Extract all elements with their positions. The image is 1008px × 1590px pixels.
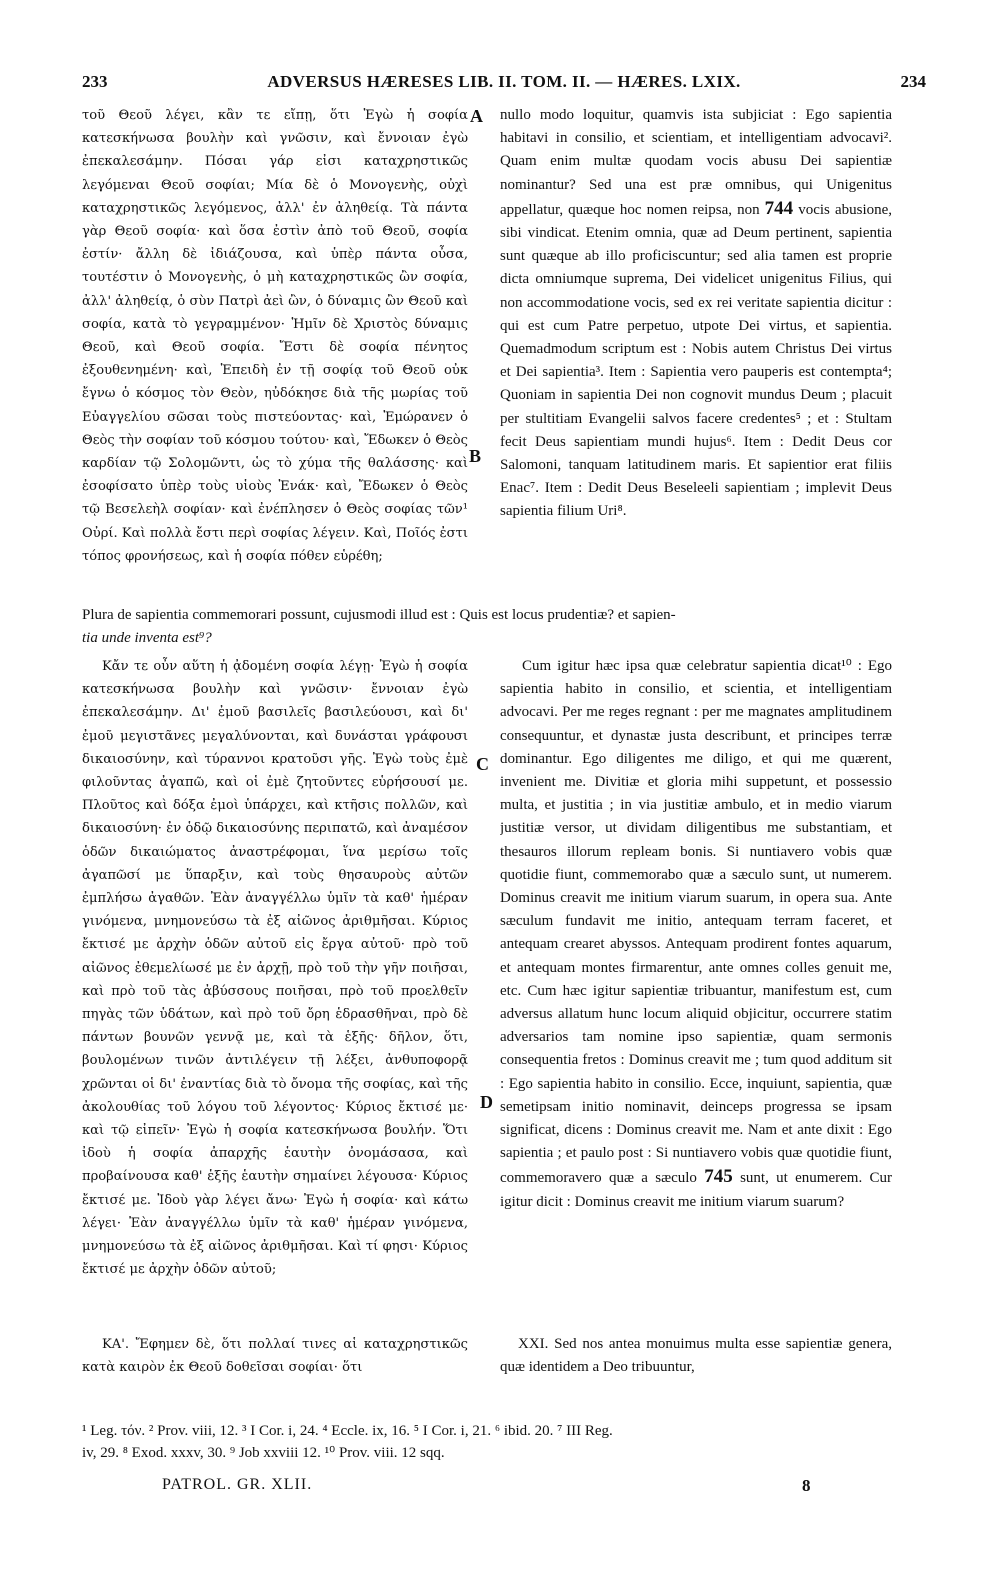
page-number-right: 234 (900, 72, 926, 91)
footnote-line-1: ¹ Leg. τόν. ² Prov. viii, 12. ³ I Cor. i, 24. ⁴ Eccle. ix, 16. ⁵ I Cor. i, 21. ⁶ ibid. 20. ⁷ III Reg. (82, 1423, 613, 1439)
footer-signature: PATROL. GR. XLII. (162, 1476, 313, 1493)
running-header (82, 72, 926, 96)
footer-sheet-number: 8 (802, 1476, 811, 1495)
header-title: ADVERSUS HÆRESES LIB. II. TOM. II. — HÆRES. LXIX. (267, 72, 741, 91)
footnotes (82, 1420, 938, 1464)
latin-column-middle (500, 655, 892, 1331)
greek-column-top (82, 104, 468, 596)
latin-paragraph-top-part1: nullo modo loquitur, quamvis ista subjiciat : Ego sapientia habitavi in consilio, et scientiam, et intelligentiam advocavi². Quam enim multæ quodam vocis abusu Dei sapientiæ nominantur? Sed una est præ omnibus, qui Unigenitus appellatur, quæque hoc nomen reipsa, non (500, 107, 892, 218)
greek-section-ka (82, 1333, 468, 1381)
greek-paragraph-ka: ΚΑ'. Ἔφημεν δὲ, ὅτι πολλαί τινες αἱ καταχρηστικῶς κατὰ καιρὸν ἐκ Θεοῦ δοθεῖσαι σοφίαι· ὅτι (82, 1337, 468, 1376)
latin-paragraph-middle (500, 655, 892, 1214)
latin-column-top (500, 104, 892, 596)
margin-letter-d: D (480, 1092, 493, 1112)
latin-section-xxi (500, 1333, 892, 1381)
margin-letter-b: B (469, 446, 482, 466)
latin-paragraph-xxi: XXI. Sed nos antea monuimus multa esse sapientiæ genera, quæ identidem a Deo tribuuntur, (500, 1336, 892, 1376)
greek-paragraph-middle: Κἄν τε οὖν αὕτη ἡ ᾀδομένη σοφία λέγῃ· Ἐγὼ ἡ σοφία κατεσκήνωσα βουλὴν καὶ γνῶσιν· ἔννοιαν ἐγὼ ἐπεκαλεσάμην. Δι' ἐμοῦ βασιλεῖς βασιλεύουσι, καὶ δι' ἐμοῦ μεγιστᾶνες μεγαλύνονται, καὶ δυνάσται γράφουσι δικαιοσύνην, καὶ τύραννοι κρατοῦσι γῆς. Ἐγὼ τοὺς ἐμὲ φιλοῦντας ἀγαπῶ, καὶ οἱ ἐμὲ ζητοῦντες εὑρήσουσί με. Πλοῦτος καὶ δόξα ἐμοὶ ὑπάρχει, καὶ κτῆσις πολλῶν, καὶ δικαιοσύνη· ἐν ὁδῷ δικαιοσύνης περιπατῶ, καὶ ἀναμέσον ὁδῶν δικαιώματος ἀναστρέφομαι, ἵνα μερίσω τοῖς ἀγαπῶσί με ὕπαρξιν, καὶ τοὺς θησαυροὺς αὐτῶν ἐμπλήσω ἀγαθῶν. Ἐὰν ἀναγγέλλω ὑμῖν τὰ καθ' ἡμέραν γινόμενα, μνημονεύσω τὰ ἐξ αἰῶνος ἀριθμῆσαι. Κύριος ἔκτισέ με ἀρχὴν ὁδῶν αὐτοῦ εἰς ἔργα αὐτοῦ· πρὸ τοῦ αἰῶνος ἐθεμελίωσέ με ἐν ἀρχῇ, πρὸ τοῦ τὴν γῆν ποιῆσαι, καὶ πρὸ τοῦ τὰς ἀβύσσους ποιῆσαι, πρὸ τοῦ προελθεῖν πηγὰς τῶν ὑδάτων, καὶ πρὸ τοῦ ὄρη ἑδρασθῆναι, πρὸ δὲ πάντων βουνῶν γεννᾷ με, καὶ τὰ ἑξῆς· δῆλον, ὅτι, βουλομένων τινῶν ἀντιλέγειν τῇ λέξει, ἀνθυποφορᾷ χρῶνται οἱ δι' ἐναντίας διὰ τὸ ὄνομα τῆς σοφίας, καὶ τῆς ἀκολουθίας τοῦ λόγου τοῦ λέγοντος· Κύριος ἔκτισέ με· καὶ τῷ εἰπεῖν· Ἐγὼ ἡ σοφία κατεσκήνωσα βουλήν. Ὅτι ἰδοὺ ἡ σοφία ἀπαρχῆς ἑαυτὴν ὀνομάσασα, καὶ προβαίνουσα καθ' ἑξῆς ἑαυτὴν σημαίνει λέγουσα· Κύριος ἔκτισέ με. Ἰδοὺ γὰρ λέγει ἄνω· Ἐγὼ ἡ σοφία· καὶ κάτω λέγει· Ἐὰν ἀναγγέλλω ὑμῖν τὰ καθ' ἡμέραν γινόμενα, μνημονεύσω τὰ ἐξ αἰῶνος ἀριθμῆσαι. Καὶ τί φησι· Κύριος ἔκτισέ με ἀρχὴν ὁδῶν αὐτοῦ; (82, 659, 468, 1278)
column-number-744: 744 (764, 197, 794, 219)
fullwidth-line-2: tia unde inventa est⁹? (82, 630, 212, 646)
margin-letter-c: C (476, 754, 489, 774)
page-number-left: 233 (82, 72, 108, 91)
latin-paragraph-middle-part2: sunt, ut enumerem. Cur igitur dicit : Dominus creavit me initium viarum suarum? (500, 1170, 892, 1210)
margin-letter-a: A (470, 106, 483, 126)
greek-column-middle (82, 655, 468, 1331)
latin-paragraph-top-part2: vocis abusione, sibi vindicat. Etenim omnia, quæ ad Deum pertinent, sapientia sunt quæque ab illo proficiscuntur; sed alia tamen est proprie dicta omniumque suprema, Dei videlicet unigenitus Filius, qui non accommodatione vocis, sed ex rei veritate sapientia dicitur : qui est cum Patre perpetuo, utpote Dei virtus, et sapientia. Quemadmodum scriptum est : Nobis autem Christus Dei virtus et Dei sapientia³. Item : Sapientia vero pauperis est contempta⁴; Quoniam in sapientia Dei non cognovit mundus Deum ; placuit per stultitiam Evangelii salvos facere credentes⁵ ; et : Stultam fecit Deus sapientiam mundi hujus⁶. Item : Dedit Deus cor Salomoni, tanquam latitudinem maris. Et sapientior erat filiis Enac⁷. Item : Dedit Deus Beseleeli sapientiam ; implevit Deus sapientia filium Uri⁸. (500, 201, 892, 520)
fullwidth-line-1: Plura de sapientia commemorari possunt, cujusmodi illud est : Quis est locus prudentiæ? et sapien- (82, 607, 676, 623)
footnote-line-2: iv, 29. ⁸ Exod. xxxv, 30. ⁹ Job xxviii 12. ¹⁰ Prov. viii. 12 sqq. (82, 1445, 445, 1461)
latin-paragraph-top (500, 104, 892, 524)
greek-paragraph-top: τοῦ Θεοῦ λέγει, κἂν τε εἴπῃ, ὅτι Ἐγὼ ἡ σοφία κατεσκήνωσα βουλὴν καὶ γνῶσιν, καὶ ἔννοιαν ἐγὼ ἐπεκαλεσάμην. Πόσαι γάρ εἰσι καταχρηστικῶς λεγόμεναι Θεοῦ σοφίαι; Μία δὲ ὁ Μονογενὴς, οὐχὶ καταχρηστικῶς λεγόμενος, ἀλλ' ἐν ἀληθείᾳ. Τὰ πάντα γὰρ Θεοῦ σοφία· καὶ ὅσα ἐστὶν ἀπὸ τοῦ Θεοῦ, σοφία ἐστίν· ἄλλη δὲ ἰδιάζουσα, καὶ ὑπὲρ πάντα οὖσα, τουτέστιν ὁ Μονογενὴς, ὁ μὴ καταχρηστικῶς ὢν σοφία, ἀλλ' ἀληθείᾳ, ὁ σὺν Πατρὶ ἀεὶ ὢν, ὁ δύναμις ὢν Θεοῦ καὶ σοφία, κατὰ τὸ γεγραμμένον· Ἡμῖν δὲ Χριστὸς δύναμις Θεοῦ, καὶ Θεοῦ σοφία. Ἔστι δὲ σοφία πένητος ἐξουθενημένη· καὶ, Ἐπειδὴ ἐν τῇ σοφίᾳ τοῦ Θεοῦ οὐκ ἔγνω ὁ κόσμος τὸν Θεὸν, ηὐδόκησε διὰ τῆς μωρίας τοῦ Εὐαγγελίου σῶσαι τοὺς πιστεύοντας· καὶ, Ἐμώρανεν ὁ Θεὸς τὴν σοφίαν τοῦ κόσμου τούτου· καὶ, Ἔδωκεν ὁ Θεὸς καρδίαν τῷ Σολομῶντι, ὡς τὸ χύμα τῆς θαλάσσης· καὶ ἐσοφίσατο ὑπὲρ τοὺς υἱοὺς Ἐνάκ· καὶ, Ἔδωκεν ὁ Θεὸς τῷ Βεσελεὴλ σοφίαν· καὶ ἐνέπλησεν ὁ Θεὸς σοφίας τῶν¹ Οὐρί. Καὶ πολλὰ ἔστι περὶ σοφίας λέγειν. Καὶ, Ποῖός ἐστι τόπος φρονήσεως, καὶ ἡ σοφία πόθεν εὑρέθη; (82, 108, 468, 564)
latin-paragraph-middle-part1: Cum igitur hæc ipsa quæ celebratur sapientia dicat¹⁰ : Ego sapientia habito in consilio, et scientia, et intelligentiam advocavi. Per me reges regnant : per me magnates amplitudinem consequuntur, et dynastæ justa describunt, et principes terræ dominantur. Ego diligentes me diligo, et qui me quærent, invenient me. Divitiæ et gloria mihi suppetunt, et possessio multa, et justitia ; in via justitiæ ambulo, et in medio viarum justitiæ versor, ut dividam diligentibus me substantiam, et thesauros illorum repleam bonis. Si nuntiavero vobis quæ quotidie fiunt, commemorabo quæ a sæculo sunt, ut numerem. Dominus creavit me initium viarum suarum, in opera sua. Ante sæculum fundavit me initio, antequam terram faceret, et antequam crearet abyssos. Antequam prodirent fontes aquarum, et antequam montes firmarentur, ante omnes colles genuit me, etc. Cum hæc igitur sapientiæ tribuantur, manifestum est, cum adversus allatum hunc locum aliquid objicitur, occurrere statim adversarios tam nomine ipso sapientiæ, quam sermonis consequentia fretos : Dominus creavit me ; tum quod additum sit : Ego sapientia habito in consilio. Ecce, inquiunt, sapientia, quæ semetipsam initio nominavit, deinceps progressa se ipsam significat, dicens : Dominus creavit me. Nam et ante dixit : Ego sapientia ; et paulo post : Si nuntiavero vobis quæ quotidie fiunt, commemoravero quæ a sæculo (500, 658, 892, 1187)
column-number-745: 745 (704, 1166, 733, 1188)
